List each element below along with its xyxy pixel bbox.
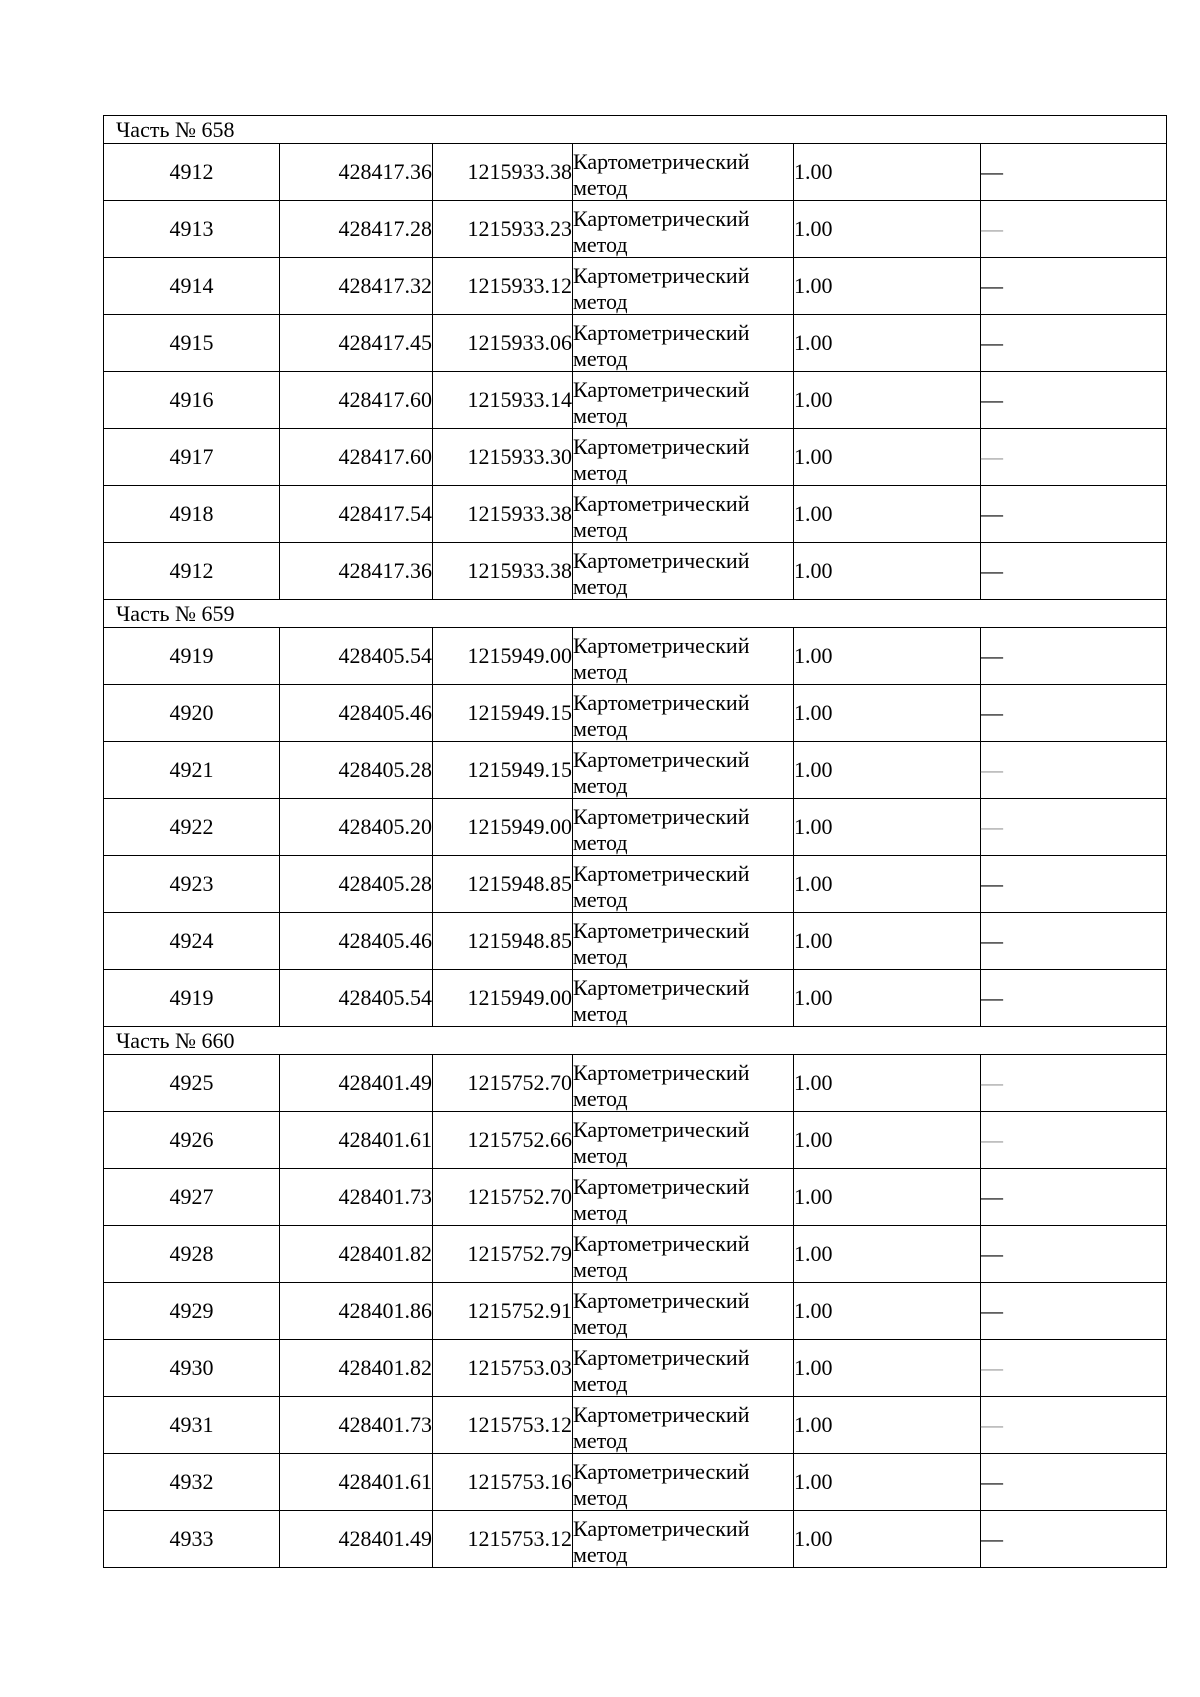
section-title: Часть № 659 [104, 600, 1167, 628]
table-row [104, 628, 1167, 685]
method-cell [573, 913, 794, 970]
accuracy: 1.00 [794, 1283, 981, 1340]
dash-mark: — [981, 330, 1003, 355]
table-row [104, 429, 1167, 486]
method-line-1: Картометрический [573, 206, 750, 231]
coordinate-y: 1215933.38 [433, 144, 573, 201]
method-line-1: Картометрический [573, 1117, 750, 1142]
description-cell [981, 1169, 1167, 1226]
dash-mark: — [981, 814, 1003, 839]
dash-mark: — [981, 1070, 1003, 1095]
point-number: 4915 [104, 315, 280, 372]
dash-mark: — [981, 643, 1003, 668]
method-line-2: метод [573, 1143, 628, 1168]
point-number: 4919 [104, 628, 280, 685]
table-row [104, 1454, 1167, 1511]
dash-mark: — [981, 444, 1003, 469]
point-number: 4921 [104, 742, 280, 799]
point-number: 4923 [104, 856, 280, 913]
method-line-1: Картометрический [573, 548, 750, 573]
description-cell [981, 1112, 1167, 1169]
accuracy: 1.00 [794, 372, 981, 429]
coordinate-x: 428401.61 [280, 1454, 433, 1511]
dash-mark: — [981, 216, 1003, 241]
coordinate-y: 1215753.12 [433, 1511, 573, 1568]
coordinate-x: 428417.54 [280, 486, 433, 543]
method-cell [573, 258, 794, 315]
accuracy: 1.00 [794, 1055, 981, 1112]
method-line-2: метод [573, 773, 628, 798]
method-line-2: метод [573, 1428, 628, 1453]
method-cell [573, 315, 794, 372]
method-cell [573, 1454, 794, 1511]
method-line-2: метод [573, 574, 628, 599]
method-line-1: Картометрический [573, 1060, 750, 1085]
table-row [104, 1169, 1167, 1226]
method-line-1: Картометрический [573, 491, 750, 516]
method-line-2: метод [573, 1485, 628, 1510]
section-header-row [104, 600, 1167, 628]
method-cell [573, 543, 794, 600]
dash-mark: — [981, 273, 1003, 298]
description-cell [981, 315, 1167, 372]
description-cell [981, 1055, 1167, 1112]
description-cell [981, 685, 1167, 742]
method-line-1: Картометрический [573, 918, 750, 943]
accuracy: 1.00 [794, 1454, 981, 1511]
method-cell [573, 1169, 794, 1226]
section-header-row [104, 1027, 1167, 1055]
method-line-2: метод [573, 460, 628, 485]
table-row [104, 1511, 1167, 1568]
description-cell [981, 1340, 1167, 1397]
method-line-2: метод [573, 944, 628, 969]
method-line-1: Картометрический [573, 149, 750, 174]
point-number: 4916 [104, 372, 280, 429]
dash-mark: — [981, 757, 1003, 782]
section-title: Часть № 658 [104, 116, 1167, 144]
method-line-1: Картометрический [573, 263, 750, 288]
description-cell [981, 543, 1167, 600]
table-row [104, 1112, 1167, 1169]
method-cell [573, 799, 794, 856]
coordinate-y: 1215949.00 [433, 628, 573, 685]
point-number: 4912 [104, 543, 280, 600]
coordinate-x: 428401.82 [280, 1340, 433, 1397]
method-line-1: Картометрический [573, 690, 750, 715]
table-row [104, 685, 1167, 742]
method-line-2: метод [573, 1542, 628, 1567]
accuracy: 1.00 [794, 856, 981, 913]
method-line-1: Картометрический [573, 804, 750, 829]
coordinate-y: 1215753.16 [433, 1454, 573, 1511]
coordinate-y: 1215753.12 [433, 1397, 573, 1454]
coordinate-y: 1215933.23 [433, 201, 573, 258]
coordinate-y: 1215949.15 [433, 742, 573, 799]
coordinate-y: 1215752.66 [433, 1112, 573, 1169]
point-number: 4924 [104, 913, 280, 970]
table-row [104, 742, 1167, 799]
table-body [104, 116, 1167, 1568]
point-number: 4925 [104, 1055, 280, 1112]
method-line-2: метод [573, 887, 628, 912]
dash-mark: — [981, 558, 1003, 583]
method-line-1: Картометрический [573, 377, 750, 402]
section-title: Часть № 660 [104, 1027, 1167, 1055]
point-number: 4922 [104, 799, 280, 856]
dash-mark: — [981, 387, 1003, 412]
point-number: 4932 [104, 1454, 280, 1511]
method-line-2: метод [573, 830, 628, 855]
method-line-2: метод [573, 1086, 628, 1111]
method-cell [573, 628, 794, 685]
coordinate-y: 1215752.70 [433, 1169, 573, 1226]
table-row [104, 913, 1167, 970]
coordinate-y: 1215933.38 [433, 486, 573, 543]
dash-mark: — [981, 1412, 1003, 1437]
description-cell [981, 144, 1167, 201]
description-cell [981, 742, 1167, 799]
method-line-1: Картометрический [573, 633, 750, 658]
method-cell [573, 856, 794, 913]
table-row [104, 1283, 1167, 1340]
coordinate-y: 1215949.00 [433, 799, 573, 856]
coordinate-y: 1215933.14 [433, 372, 573, 429]
method-cell [573, 970, 794, 1027]
method-line-2: метод [573, 1001, 628, 1026]
description-cell [981, 1283, 1167, 1340]
coordinate-y: 1215752.79 [433, 1226, 573, 1283]
method-line-1: Картометрический [573, 1516, 750, 1541]
coordinate-y: 1215948.85 [433, 913, 573, 970]
table-row [104, 1226, 1167, 1283]
point-number: 4914 [104, 258, 280, 315]
method-line-1: Картометрический [573, 1402, 750, 1427]
table-row [104, 799, 1167, 856]
method-cell [573, 429, 794, 486]
coordinate-x: 428417.45 [280, 315, 433, 372]
point-number: 4920 [104, 685, 280, 742]
method-line-1: Картометрический [573, 1174, 750, 1199]
table-row [104, 543, 1167, 600]
method-line-2: метод [573, 1200, 628, 1225]
point-number: 4928 [104, 1226, 280, 1283]
coordinate-y: 1215949.15 [433, 685, 573, 742]
description-cell [981, 970, 1167, 1027]
coordinates-table [103, 115, 1167, 1568]
description-cell [981, 201, 1167, 258]
table-row [104, 1397, 1167, 1454]
method-line-2: метод [573, 1314, 628, 1339]
coordinate-x: 428405.46 [280, 913, 433, 970]
coordinate-x: 428401.73 [280, 1397, 433, 1454]
section-header-row [104, 116, 1167, 144]
coordinate-x: 428401.49 [280, 1055, 433, 1112]
method-line-2: метод [573, 716, 628, 741]
point-number: 4931 [104, 1397, 280, 1454]
dash-mark: — [981, 501, 1003, 526]
accuracy: 1.00 [794, 685, 981, 742]
coordinate-x: 428417.36 [280, 543, 433, 600]
point-number: 4918 [104, 486, 280, 543]
accuracy: 1.00 [794, 486, 981, 543]
method-cell [573, 742, 794, 799]
method-line-1: Картометрический [573, 1288, 750, 1313]
table-row [104, 201, 1167, 258]
coordinate-y: 1215949.00 [433, 970, 573, 1027]
coordinate-x: 428401.82 [280, 1226, 433, 1283]
method-cell [573, 144, 794, 201]
dash-mark: — [981, 871, 1003, 896]
accuracy: 1.00 [794, 1340, 981, 1397]
description-cell [981, 1511, 1167, 1568]
coordinate-x: 428405.54 [280, 628, 433, 685]
method-cell [573, 372, 794, 429]
method-line-2: метод [573, 289, 628, 314]
method-cell [573, 1397, 794, 1454]
method-line-2: метод [573, 517, 628, 542]
accuracy: 1.00 [794, 315, 981, 372]
table-row [104, 144, 1167, 201]
table-row [104, 1340, 1167, 1397]
coordinate-y: 1215933.30 [433, 429, 573, 486]
table-row [104, 315, 1167, 372]
description-cell [981, 913, 1167, 970]
dash-mark: — [981, 1355, 1003, 1380]
point-number: 4927 [104, 1169, 280, 1226]
method-cell [573, 1511, 794, 1568]
description-cell [981, 1397, 1167, 1454]
method-cell [573, 1340, 794, 1397]
dash-mark: — [981, 1526, 1003, 1551]
method-line-1: Картометрический [573, 1345, 750, 1370]
accuracy: 1.00 [794, 742, 981, 799]
accuracy: 1.00 [794, 1226, 981, 1283]
method-line-1: Картометрический [573, 1459, 750, 1484]
description-cell [981, 372, 1167, 429]
method-cell [573, 201, 794, 258]
coordinate-x: 428405.46 [280, 685, 433, 742]
dash-mark: — [981, 700, 1003, 725]
method-line-2: метод [573, 175, 628, 200]
coordinate-y: 1215752.91 [433, 1283, 573, 1340]
coordinate-y: 1215933.12 [433, 258, 573, 315]
accuracy: 1.00 [794, 628, 981, 685]
accuracy: 1.00 [794, 1397, 981, 1454]
point-number: 4917 [104, 429, 280, 486]
method-line-1: Картометрический [573, 434, 750, 459]
method-line-2: метод [573, 1371, 628, 1396]
description-cell [981, 1226, 1167, 1283]
accuracy: 1.00 [794, 1511, 981, 1568]
dash-mark: — [981, 985, 1003, 1010]
accuracy: 1.00 [794, 543, 981, 600]
coordinate-y: 1215933.06 [433, 315, 573, 372]
accuracy: 1.00 [794, 913, 981, 970]
point-number: 4929 [104, 1283, 280, 1340]
coordinate-y: 1215753.03 [433, 1340, 573, 1397]
dash-mark: — [981, 928, 1003, 953]
coordinate-x: 428401.49 [280, 1511, 433, 1568]
method-line-2: метод [573, 346, 628, 371]
point-number: 4926 [104, 1112, 280, 1169]
method-line-2: метод [573, 659, 628, 684]
table-row [104, 1055, 1167, 1112]
method-cell [573, 1226, 794, 1283]
description-cell [981, 799, 1167, 856]
table-row [104, 486, 1167, 543]
accuracy: 1.00 [794, 1169, 981, 1226]
accuracy: 1.00 [794, 799, 981, 856]
accuracy: 1.00 [794, 429, 981, 486]
table-row [104, 970, 1167, 1027]
coordinate-x: 428405.20 [280, 799, 433, 856]
method-line-1: Картометрический [573, 975, 750, 1000]
accuracy: 1.00 [794, 144, 981, 201]
description-cell [981, 258, 1167, 315]
method-cell [573, 685, 794, 742]
dash-mark: — [981, 1298, 1003, 1323]
coordinate-x: 428405.54 [280, 970, 433, 1027]
coordinate-x: 428417.32 [280, 258, 433, 315]
coordinate-x: 428417.28 [280, 201, 433, 258]
coordinate-y: 1215933.38 [433, 543, 573, 600]
coordinate-y: 1215948.85 [433, 856, 573, 913]
method-cell [573, 1112, 794, 1169]
method-line-2: метод [573, 1257, 628, 1282]
point-number: 4913 [104, 201, 280, 258]
point-number: 4912 [104, 144, 280, 201]
method-line-1: Картометрический [573, 1231, 750, 1256]
coordinate-x: 428401.86 [280, 1283, 433, 1340]
method-line-1: Картометрический [573, 861, 750, 886]
accuracy: 1.00 [794, 201, 981, 258]
dash-mark: — [981, 1127, 1003, 1152]
description-cell [981, 429, 1167, 486]
point-number: 4933 [104, 1511, 280, 1568]
table-row [104, 258, 1167, 315]
coordinate-x: 428417.60 [280, 372, 433, 429]
description-cell [981, 1454, 1167, 1511]
method-cell [573, 486, 794, 543]
point-number: 4919 [104, 970, 280, 1027]
dash-mark: — [981, 1184, 1003, 1209]
dash-mark: — [981, 1241, 1003, 1266]
coordinate-y: 1215752.70 [433, 1055, 573, 1112]
coordinate-x: 428417.60 [280, 429, 433, 486]
method-line-2: метод [573, 232, 628, 257]
method-cell [573, 1283, 794, 1340]
dash-mark: — [981, 1469, 1003, 1494]
description-cell [981, 486, 1167, 543]
accuracy: 1.00 [794, 1112, 981, 1169]
method-line-1: Картометрический [573, 320, 750, 345]
coordinate-x: 428417.36 [280, 144, 433, 201]
dash-mark: — [981, 159, 1003, 184]
coordinate-x: 428405.28 [280, 742, 433, 799]
coordinate-x: 428401.61 [280, 1112, 433, 1169]
description-cell [981, 628, 1167, 685]
table-row [104, 856, 1167, 913]
table-row [104, 372, 1167, 429]
accuracy: 1.00 [794, 258, 981, 315]
method-line-1: Картометрический [573, 747, 750, 772]
method-cell [573, 1055, 794, 1112]
accuracy: 1.00 [794, 970, 981, 1027]
method-line-2: метод [573, 403, 628, 428]
coordinate-x: 428401.73 [280, 1169, 433, 1226]
description-cell [981, 856, 1167, 913]
point-number: 4930 [104, 1340, 280, 1397]
coordinate-x: 428405.28 [280, 856, 433, 913]
